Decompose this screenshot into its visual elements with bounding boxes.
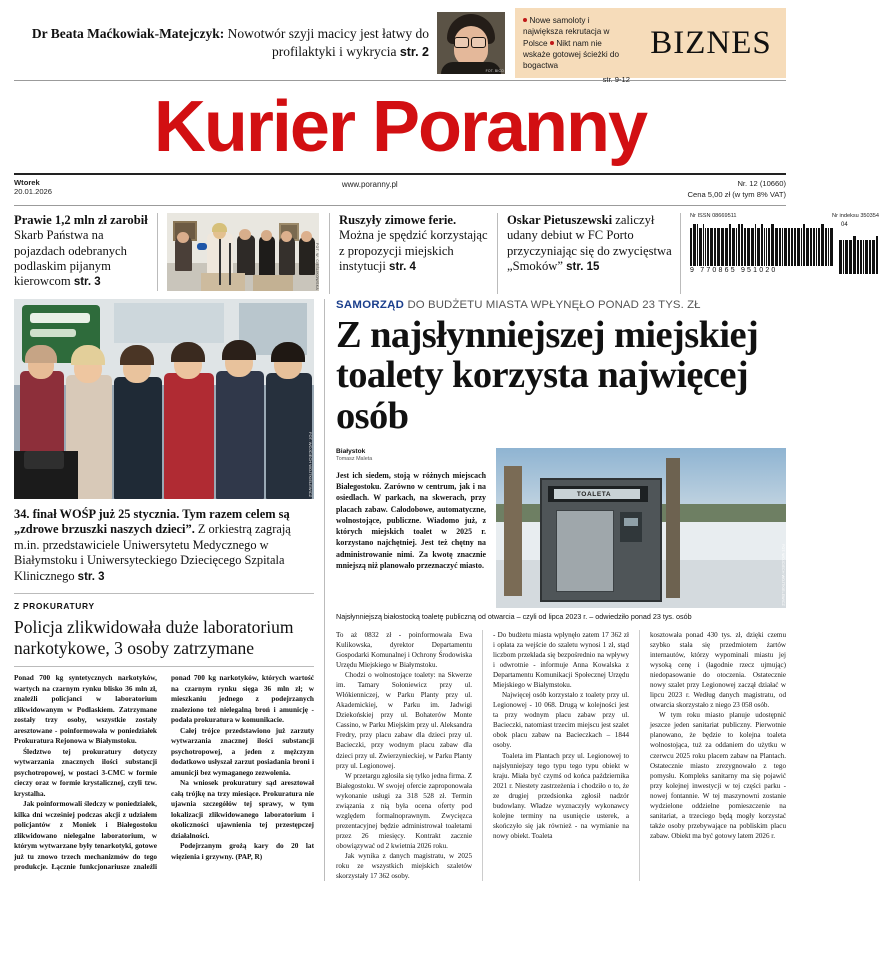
main-article-lead: Jest ich siedem, stoją w różnych miejscach Białegostoku. Zarówno w centrum, jak i na osiedlach. W parkach, na skwerach, przy placach zabaw. Całodobowe, automatyczne, wolnostojące, publiczne. Wiadomo już, z których miejskich toalet w 2025 r. korzystano najchętniej. Jest też chętny na administrowanie nimi. Za kwotę znacznie mniejszą niż planowało przeznaczyć miasto. [336,471,486,570]
promo-health-desc: Nowotwór szyji macicy jest łatwy do profilaktyki i wykrycia [224,26,429,59]
masthead-info-line [0,175,800,205]
teaser-photo-1-image [167,213,319,291]
barcodes [690,222,879,274]
bullet-dot-icon [523,18,527,22]
article-paragraph: Najwięcej osób korzystało z toalety przy ul. Legionowej - 10 068. Drugą w kolejności jest ta przy wodnym placu zabaw przy ul. Bacieczki, natomiast trzecim miejscu jest szalet obok placu zabaw na Bacieczkach – 1844 osoby. [493,691,629,750]
barcode-addon-bars [839,230,879,274]
main-article-kicker-text: DO BUDŻETU MIASTA WPŁYNĘŁO PONAD 23 TYS. ZŁ [407,298,701,311]
biznes-bullet-1: Nowe samoloty i największa rekrutacja w Polsce [523,16,610,48]
promo-health-teaser[interactable] [14,8,437,78]
prosecution-paragraph: Całej trójce przedstawiono już zarzuty wytwarzania znacznej ilości substancji psychotropowej, a jeden z mężczyzn dodatkowo usłyszał zarzut posiadania broni i amunicji bez wymaganego zezwolenia. [171,725,314,777]
issn-line [690,213,879,219]
teaser-1-page: str. 3 [73,276,101,289]
issue-price-block [688,178,786,201]
website-url[interactable]: www.poranny.pl [341,180,398,189]
teaser-3-page: str. 15 [566,260,600,273]
teaser-1-text: Skarb Państwa na pojazdach odebranych podlaskim pijanym kierowcom [14,228,127,289]
issn-number: Nr ISSN 08669511 [690,212,737,219]
wosp-caption-bold: 34. finał WOŚP już 25 stycznia. Tym razem celem są „zdrowe brzuszki naszych dzieci”. [14,506,290,537]
issue-date-block [14,178,52,196]
wosp-photo: FOT. WOJCIECH WOJTKIELEWICZ [14,299,314,499]
biznes-bullet-2: Nikt nam nie wskaże gotowej ścieżki do bogactwa [523,38,620,71]
lead-column [336,448,496,608]
article-paragraph: To aż 0832 zł - poinformowała Ewa Kulikowska, dyrektor Departamentu Gospodarki Komunalnej i Ochrony Środowiska Urzędu Miejskiego w Białymstoku. [336,630,472,669]
issue-number: Nr. 12 (10660) [737,179,786,188]
newspaper-title: Kurier Poranny [153,87,647,167]
toilet-photo [496,448,786,608]
prosecution-paragraph: Jak poinformowali śledczy w poniedziałek, kilka dni wcześniej podczas akcji z udziałem policjantów z Moniek i Białegostoku zlikwidowano nielegalne laboratorium, w którym wytwarzane były tenarkotyki, gotowe już tu znowo trzech mechanizmów do tego produkcje. Łącznie funkcjonariusze znaleźli ponad 700 kg narkotyków, których wartość na czarnym rynku sięga 36 mln zł; w mieszkaniu jednego z podejrzanych znaleziono też nielegalną broń i amunicję - podała prokuratura w komunikacie. [14,673,314,872]
article-paragraph: W tym roku miasto planuje udostępnić jeszcze jeden sanitariat publiczny. Pierwotnie planowano, że będzie to kolejna toaleta wolnostojąca, tuż za oddaniem do użytku w czerwcu 2025 roku placem zabaw na Plantach. Ostatecznie miasto zrezygnowało z tego pomysłu. Kompleks sanitarny ma się pojawić przy kolejnej inwestycji w tej części parku - nowej fontannie. W tej maszynowni zostanie wydzielone oddzielne pomieszczenie na sanitariat, a trzeciego będą mogły korzystać także osoby przebywające na pobliskim placu zabaw. Obiekt ma być gotowy latem 2026 r. [650,711,786,841]
teaser-item-1[interactable] [14,213,157,294]
barcode-main-bars [690,222,834,266]
teaser-3-text: zaliczył udany debiut w FC Porto przyczyniając się do zwycięstwa „Smoków” [507,212,672,273]
prosecution-paragraph: Ponad 700 kg syntetycznych narkotyków, wartych na czarnym rynku blisko 36 mln zł, znaleźli policjanci w laboratorium zlikwidowanym w Podlaskiem. Zatrzymane zostały trzy osoby, wszystkie zostały aresztowane - poinformowała w poniedziałek Prokuratura Rejonowa w Białymstoku. [14,673,157,746]
teaser-photo-1 [157,213,319,291]
promo-photo-credit: FOT. BICO [485,69,504,73]
barcode-main [690,222,834,274]
article-column-1 [336,630,472,882]
price-label: Cena 5,00 zł (w tym 8% VAT) [687,190,786,200]
weekday-label: Wtorek [14,178,40,187]
prosecution-paragraph: Śledztwo tej prokuratury dotyczy wytwarzania znacznych ilości substancji psychotropowej, w postaci 3-CMC w formie cieczy oraz w formie krystalicznej, czyli tzw. krystalha. [14,746,157,798]
bullet-dot-icon [550,41,554,45]
biznes-pages: str. 9-12 [602,74,630,84]
lead-row [336,448,786,608]
teaser-3-lead: Oskar Pietuszewski [507,212,613,227]
article-paragraph: Chodzi o wolnostojące toalety: na Skwerze im. Tamary Sołoniewicz przy ul. Włókienniczej, w Parku Planty przy ul. Akademickiej, w Parku im. Jadwigi Dziekońskiej przy ul. Bohaterów Monte Cassino, w Parku Miejskim przy ul. Aleksandra Fredry, przy placu zabaw dla dzieci przy ul. Bacieczki, przy wodnym placu zabaw dla dzieci przy ul. Zwierzynieckiej, w Parku Planty przy ul. Legionowej. [336,671,472,770]
main-article-section: SAMORZĄD [336,298,405,311]
article-paragraph: Jak wynika z danych magistratu, w 2025 roku ze wszystkich miejskich szaletów skorzystały 17 362 osoby. [336,852,472,881]
teaser-2-text: Można je spędzić korzystając z propozycji miejskich instytucji [339,228,488,273]
masthead [0,81,800,167]
biznes-bullet-list [515,8,636,84]
teaser-photo-credit: FOT. W. CIEŚLIKOWSKA [315,242,319,290]
top-promo-bar [0,0,800,84]
column-divider [482,630,483,882]
toilet-sign-label: TOALETA [576,490,612,498]
wosp-caption-page: str. 3 [77,570,105,583]
biznes-section-label: BIZNES [650,24,772,61]
toilet-photo-credit: FOT. WOJCIECH WOJTKIELEWICZ [781,544,785,607]
barcode-addon-label: 04 [841,221,848,228]
biznes-promo-box[interactable] [515,8,786,84]
article-paragraph: Toaleta im Plantach przy ul. Legionowej to najsłynniejszy tego typu tego typu obiekt w kraju. Miała być czymś od końca października 2021 r. Niestety zastrzeżenia i chodziło o to, że ze drugiej przedsionka zgłosił nadzór budowlany. Władze wyznaczyły wykonawcy kolejne terminy na usunięcie usterek, a skończyło się jak również - na wymianie na nowy obiekt. Toaleta [493,751,629,841]
portrait-glasses-left [454,37,469,48]
divider-left-2 [14,666,314,667]
article-column-2 [493,630,629,882]
right-column [324,299,786,882]
main-article-headline[interactable]: Z najsłynniejszej miejskiej toalety korzysta najwięcej osób [336,313,759,437]
main-article-kicker [336,299,786,311]
barcode-addon [839,221,879,274]
byline-city: Białystok [336,448,366,456]
date-label: 20.01.2026 [14,187,53,196]
teaser-item-3[interactable] [497,213,680,294]
article-column-3 [650,630,786,882]
promo-health-name: Dr Beata Maćkowiak-Matejczyk: [31,26,225,42]
article-paragraph: - Do budżetu miasta wpłynęło zatem 17 362 zł i opłata za wejście do szaletu wynosi 1 zł, stąd liczbom przekłada się bezpośrednio na wpływy i odwrotnie - informuje Anna Kowalska z Departamentu Komunikacji Społecznej Urzędu Miejskiego w Białymstoku. [493,630,629,690]
left-column [14,299,324,882]
teaser-1-lead: Prawie 1,2 mln zł zarobił [14,212,148,227]
prosecution-paragraph: Podejrzanym grożą kary do 20 lat więzienia i grzywny. (PAP, R) [171,841,314,861]
wosp-caption [14,499,314,585]
main-content [0,294,800,882]
main-article-columns [336,630,786,882]
promo-portrait-photo [437,12,505,74]
promo-health-page: str. 2 [399,45,429,59]
prosecution-paragraph: Na wniosek prokuratury sąd aresztował całą trójkę na trzy miesiące. Prokuratura nie ujawnia szczegółów tej sprawy, w tym lokalizacji zlikwidowanego laboratorium i okoliczności ujawnienia tej przestępczej działalności. [171,778,314,840]
barcode-digits: 9 770865 951020 [690,266,778,274]
barcode-block [680,213,879,294]
teaser-2-lead: Ruszyły zimowe ferie. [339,212,457,227]
byline-author: Tomasz Maleta [336,456,373,463]
teaser-item-2[interactable] [329,213,497,294]
toilet-photo-caption: Najsłynniejszą białostocką toaletę publiczną od otwarcia – czyli od lipca 2023 r. – odwiedziło ponad 23 tys. osób [336,612,692,622]
article-paragraph: kosztowała ponad 430 tys. zł, dzięki czemu szybko stała się przedmiotem żartów internautów, którzy wypominali miastu jej wysoką cenę i (łagodnie rzecz ujmując) niedopasowanie do otoczenia. Ostatecznie nowy szalet przy Legionowej zaczął działać w lipcu 2023 r. Według danych magistratu, od otwarcia skorzystało z niego 23 058 osób. [650,630,786,710]
column-divider [639,630,640,882]
promo-health-text [14,25,429,61]
teaser-2-page: str. 4 [389,260,416,273]
prosecution-body [14,673,314,873]
prosecution-headline[interactable]: Policja zlikwidowała duże laboratorium narkotykowe, 3 osoby zatrzymane [14,617,294,658]
article-paragraph: W przetargu zgłosiła się tylko jedna firma. Z Białegostoku. W swojej ofercie zaproponowała wykonanie usługi za 318 528 zł. Termin związania z nią była ocena oferty pod względem formalnoprawnym. Zwycięzca prezentacyjnej będzie administrował toaletami przez 26 miesięcy. Kontrakt zacznie obowiązywać od 2 kwietnia 2026 roku. [336,771,472,851]
index-number: Nr indeksu 350354 [832,212,879,219]
teaser-row [0,206,879,294]
prosecution-kicker: Z PROKURATURY [14,601,95,612]
divider-left-1 [14,593,314,594]
wosp-caption-rest: Z orkiestrą zagrają m.in. przedstawiciele Uniwersytetu Medycznego w Białymstoku i Uniwersyteckiego Dziecięcego Szpitala Klinicznego [14,522,291,583]
portrait-glasses-right [471,37,486,48]
